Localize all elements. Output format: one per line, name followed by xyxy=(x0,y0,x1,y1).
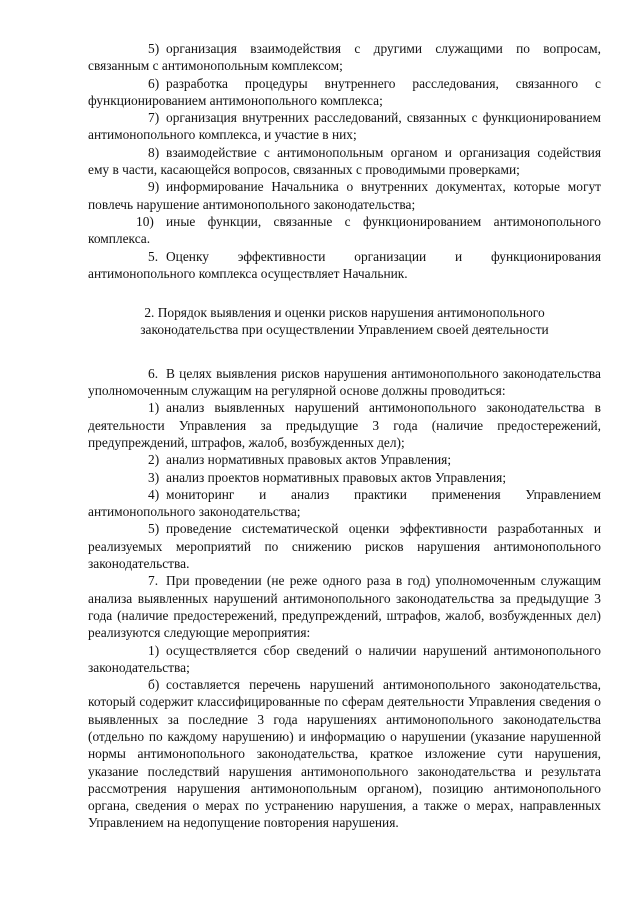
paragraph-number: 5. xyxy=(148,248,159,264)
paragraph-item xyxy=(88,40,601,75)
paragraph-item xyxy=(88,676,601,832)
paragraph-item xyxy=(88,520,601,572)
paragraph-number: 5) xyxy=(148,41,160,56)
paragraph-text: организация взаимодействия с другими служащими по вопросам, связанным с антимонопольным комплексом; xyxy=(88,41,601,74)
paragraph-text: осуществляется сбор сведений о наличии нарушений антимонопольного законодательства; xyxy=(88,642,601,675)
paragraph-item xyxy=(88,642,601,677)
paragraph-text: В целях выявления рисков нарушения антимонопольного законодательства уполномоченным служащим на регулярной основе должны проводиться: xyxy=(88,365,601,399)
paragraph-item xyxy=(88,572,601,641)
paragraph-text: взаимодействие с антимонопольным органом и организация содействия ему в части, касающейся вопросов, связанных с проводимыми проверками; xyxy=(88,144,601,178)
paragraph-item xyxy=(88,178,601,213)
paragraph-number: 7. xyxy=(148,573,159,589)
paragraph-number: 2) xyxy=(148,452,160,468)
paragraph-number: 7) xyxy=(148,110,160,126)
paragraph-number: 10) xyxy=(136,213,154,229)
paragraph-text: иные функции, связанные с функционированием антимонопольного комплекса. xyxy=(88,213,601,247)
paragraph-item xyxy=(88,486,601,521)
paragraph-number: 6. xyxy=(148,365,159,381)
paragraph-text: анализ проектов нормативных правовых актов Управления; xyxy=(166,469,507,485)
paragraph-text: организация внутренних расследований, связанных с функционированием антимонопольного комплекса, и участие в них; xyxy=(88,110,601,143)
paragraph-item xyxy=(88,109,601,144)
paragraph-text: При проведении (не реже одного раза в год) уполномоченным служащим анализа выявленных нарушений антимонопольного законодательства за предыдущие 3 года (наличие предостережений, предупреждений, штрафов, жалоб, возбужденных дел) реализуются следующие мероприятия: xyxy=(88,573,601,641)
paragraph-item xyxy=(88,365,601,400)
paragraph-text: Оценку эффективности организации и функционирования антимонопольного комплекса осуществляет Начальник. xyxy=(88,248,601,281)
paragraph-number: 3) xyxy=(148,469,160,485)
risk-procedure-list xyxy=(88,365,601,832)
paragraph-text: информирование Начальника о внутренних документах, которые могут повлечь нарушение антимонопольного законодательства; xyxy=(88,179,601,212)
section-heading-line-2: законодательства при осуществлении Управлением своей деятельности xyxy=(140,322,549,338)
paragraph-number: 1) xyxy=(148,642,160,658)
paragraph-text: анализ нормативных правовых актов Управления; xyxy=(166,452,452,468)
section-heading xyxy=(88,304,601,339)
paragraph-number: 5) xyxy=(148,521,160,537)
paragraph-item xyxy=(88,144,601,179)
functions-list xyxy=(88,40,601,282)
paragraph-text: мониторинг и анализ практики применения Управлением антимонопольного законодательства; xyxy=(88,486,601,520)
paragraph-text: анализ выявленных нарушений антимонопольного законодательства в деятельности Управления за предыдущие 3 года (наличие предостережений, предупреждений, штрафов, жалоб, возбужденных дел); xyxy=(88,400,601,450)
paragraph-text: разработка процедуры внутреннего расследования, связанного с функционированием антимонопольного комплекса; xyxy=(88,75,601,108)
paragraph-number: 8) xyxy=(148,144,160,160)
paragraph-item xyxy=(88,469,601,486)
paragraph-item xyxy=(88,213,601,248)
paragraph-number: 1) xyxy=(148,400,160,416)
section-heading-line-1: 2. Порядок выявления и оценки рисков нарушения антимонопольного xyxy=(144,305,545,321)
paragraph-number: 6) xyxy=(148,75,160,91)
document-body xyxy=(88,40,601,832)
paragraph-number: б) xyxy=(148,677,160,693)
paragraph-number: 4) xyxy=(148,486,160,502)
paragraph-item xyxy=(88,248,601,283)
paragraph-item xyxy=(88,451,601,468)
paragraph-item xyxy=(88,399,601,451)
paragraph-item xyxy=(88,75,601,110)
paragraph-text: составляется перечень нарушений антимонопольного законодательства, который содержит классифицированные по сферам деятельности Управления сведения о выявленных за последние 3 года нарушениях антимонопольного законодательства (отдельно по каждому нарушению) и информацию о нарушении (указание нарушенной нормы антимонопольного законодательства, краткое изложение сути нарушения, указание последствий нарушения антимонопольного законодательства и результата рассмотрения нарушения антимонопольным органом), позицию антимонопольного органа, сведения о мерах по устранению нарушения, а также о мерах, направленных Управлением на недопущение повторения нарушения. xyxy=(88,677,601,831)
paragraph-text: проведение систематической оценки эффективности разработанных и реализуемых мероприятий по снижению рисков нарушения антимонопольного законодательства. xyxy=(88,521,601,572)
paragraph-number: 9) xyxy=(148,179,160,195)
